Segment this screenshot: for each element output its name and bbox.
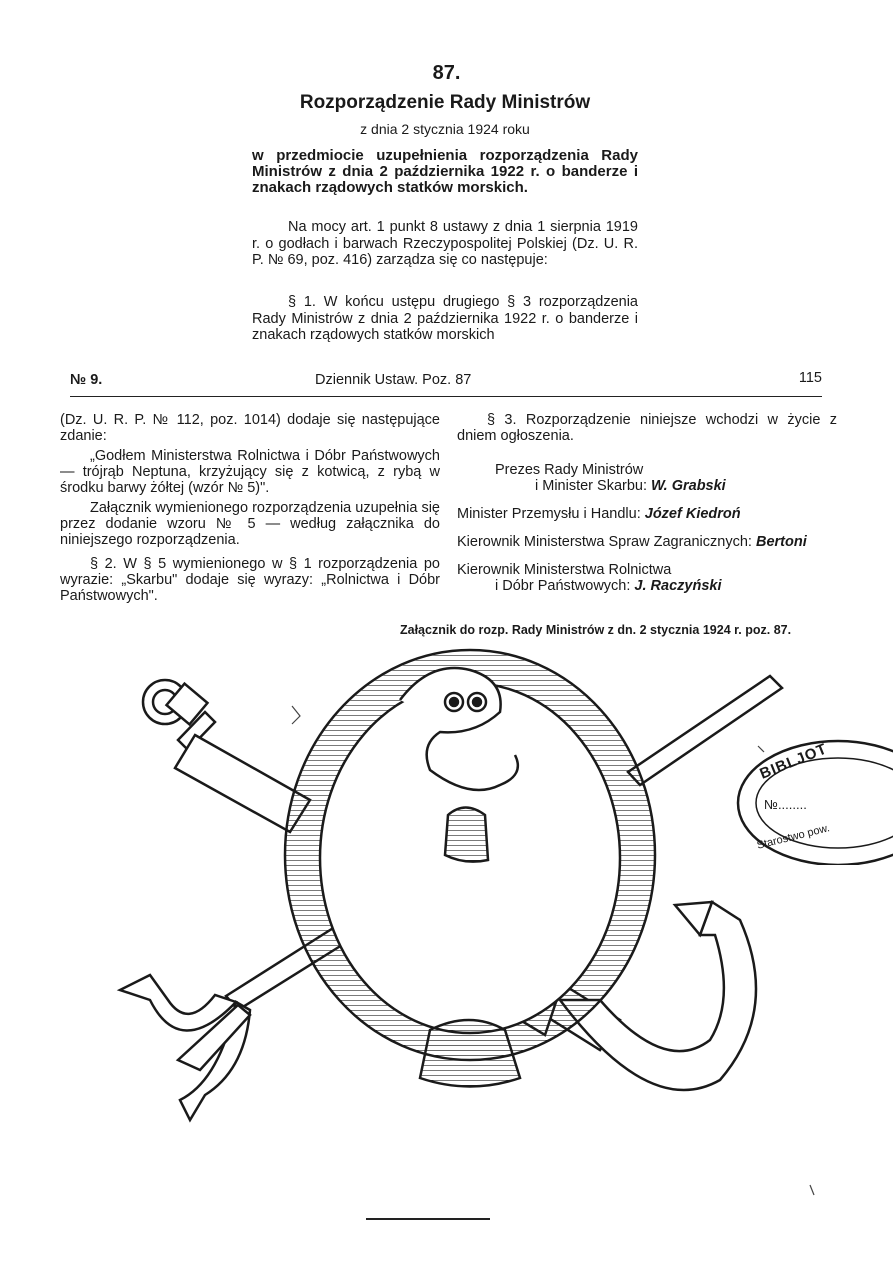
left-column	[60, 412, 440, 608]
running-header	[70, 370, 822, 397]
emblem-definition-quote: „Godłem Ministerstwa Rolnictwa i Dóbr Państwowych — trójrąb Neptuna, krzyżujący się z kotwicą, z rybą w środku barwy żółtej (wzór № 5)".	[60, 448, 440, 496]
annex-caption: Załącznik do rozp. Rady Ministrów z dn. 2 stycznia 1924 r. poz. 87.	[400, 623, 792, 637]
act-preamble: Na mocy art. 1 punkt 8 ustawy z dnia 1 sierpnia 1919 r. o godłach i barwach Rzeczypospolitej Polskiej (Dz. U. R. P. № 69, poz. 416) zarządza się co następuje:	[252, 219, 638, 268]
signature-name: Bertoni	[755, 534, 807, 550]
act-date: z dnia 2 stycznia 1924 roku	[360, 121, 530, 137]
signature-title: Kierownik Ministerstwa Spraw Zagranicznych:	[457, 534, 752, 550]
signature-name: J. Raczyński	[634, 578, 722, 594]
signature-name: Józef Kiedroń	[644, 506, 741, 522]
signature-prime-minister	[457, 462, 837, 494]
library-stamp	[728, 735, 893, 865]
paragraph-2: § 2. W § 5 wymienionego w § 1 rozporządzenia po wyrazie: „Skarbu" dodaje się wyrazy: „Rolnictwa i Dóbr Państwowych".	[60, 556, 440, 604]
stamp-library-label: BIBLJOT	[757, 740, 830, 783]
signature-title: Prezes Rady Ministrów	[495, 462, 644, 478]
annex-note: Załącznik wymienionego rozporządzenia uzupełnia się przez dodanie wzoru № 5 — według załącznika do niniejszego rozporządzenia.	[60, 500, 440, 548]
signature-name: W. Grabski	[651, 478, 726, 494]
stamp-office-label: Starostwo pow.	[755, 822, 831, 852]
right-column	[457, 412, 837, 594]
stamp-number: №........	[764, 797, 807, 812]
signature-industry-minister	[457, 506, 837, 522]
issue-number: № 9.	[70, 372, 103, 388]
signature-foreign-affairs	[457, 534, 837, 550]
journal-reference: Dziennik Ustaw. Poz. 87	[315, 372, 472, 388]
page-number: 115	[798, 370, 822, 386]
act-number: 87.	[432, 62, 461, 84]
signature-agriculture	[457, 562, 837, 594]
footer-rule	[366, 1218, 490, 1220]
paragraph-1-continuation: (Dz. U. R. P. № 112, poz. 1014) dodaje się następujące zdanie:	[60, 412, 440, 444]
paragraph-1-start: § 1. W końcu ustępu drugiego § 3 rozporządzenia Rady Ministrów z dnia 2 października 1922 r. o banderze i znakach rządowych statków morskich	[252, 294, 638, 343]
signature-title: Kierownik Ministerstwa Rolnictwa	[457, 562, 672, 578]
act-subject: w przedmiocie uzupełnienia rozporządzenia Rady Ministrów z dnia 2 października 1922 r. o banderze i znakach rządowych statków morskich.	[252, 147, 638, 196]
act-title: Rozporządzenie Rady Ministrów	[299, 92, 591, 113]
signature-title: Minister Przemysłu i Handlu:	[457, 506, 641, 522]
fish-tail	[420, 1020, 520, 1087]
fish-pectoral-fin	[445, 808, 488, 862]
signature-title-cont: i Minister Skarbu:	[535, 478, 648, 494]
signature-title-cont: i Dóbr Państwowych:	[495, 578, 631, 594]
paragraph-3: § 3. Rozporządzenie niniejsze wchodzi w życie z dniem ogłoszenia.	[457, 412, 837, 444]
emblem-neptune-trident-anchor-fish	[0, 640, 893, 1263]
